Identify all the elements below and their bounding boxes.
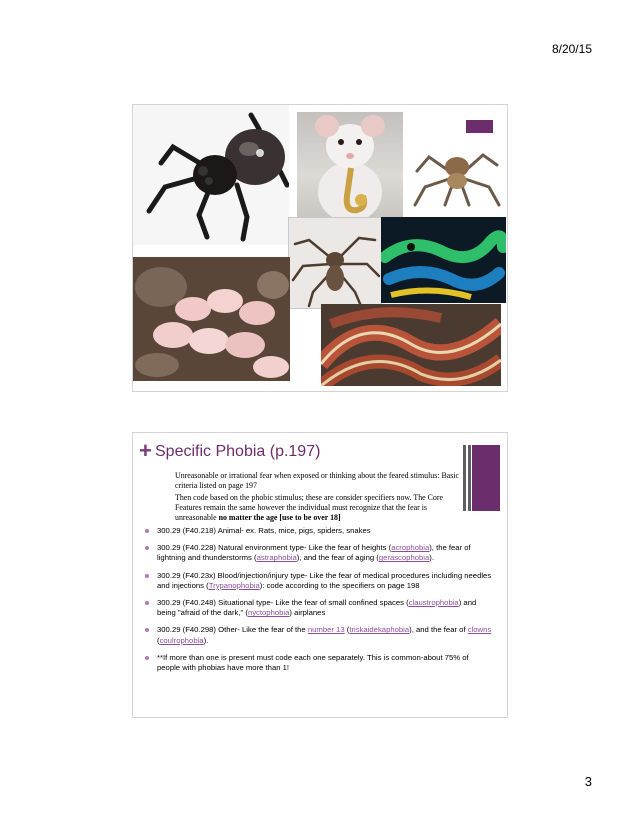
list-item xyxy=(143,598,493,618)
list-item xyxy=(143,625,493,645)
acrophobia-link[interactable]: acrophobia xyxy=(391,543,430,553)
list-item-text: ). xyxy=(203,635,209,645)
gerascophobia-link[interactable]: gerascophobia xyxy=(378,553,430,563)
green-snake-photo xyxy=(381,217,506,303)
intro-text-plain: Then code based on the phobic stimulus; these are consider specifiers now. The Core Features remain the same however the individual must recognize that the fear is unreasonable xyxy=(175,493,443,522)
clowns-link[interactable]: clowns xyxy=(467,625,492,635)
side-bar-thin xyxy=(468,445,471,511)
intro-paragraph xyxy=(175,493,463,523)
garter-snakes-photo xyxy=(321,304,501,386)
list-item-text: ( xyxy=(157,635,160,645)
coulrophobia-link[interactable]: coulrophobia xyxy=(159,635,204,645)
list-item-text: 300.29 (F40.298) Other- Like the fear of the xyxy=(157,625,308,635)
side-bar-thin xyxy=(463,445,466,511)
bullet-icon xyxy=(145,546,149,550)
bullet-icon xyxy=(145,529,149,533)
slide-photo-collage xyxy=(132,104,508,392)
bullet-icon xyxy=(145,601,149,605)
number-13-link[interactable]: number 13 xyxy=(307,625,345,635)
page-number: 3 xyxy=(584,774,592,789)
list-item-text: 300.29 (F40.228) Natural environment type- Like the fear of heights ( xyxy=(157,543,392,553)
rat-saxophone-photo xyxy=(297,112,403,218)
list-item xyxy=(143,543,493,563)
page-date: 8/20/15 xyxy=(551,42,592,56)
list-item-text: ), and the fear of xyxy=(409,625,468,635)
list-item-text: ), and the fear of aging ( xyxy=(296,553,379,563)
list-item-text: **If more than one is present must code each one separately. This is common-about 75% of people with phobias have more than 1! xyxy=(157,652,469,673)
nyctophobia-link[interactable]: nyctophobia xyxy=(247,608,290,618)
list-item xyxy=(143,571,493,591)
bullet-icon xyxy=(145,574,149,578)
list-item-text: ): code according to the specifiers on page 198 xyxy=(259,580,420,590)
list-item-text: ). xyxy=(429,553,434,563)
plus-icon: + xyxy=(139,438,152,463)
bullet-icon xyxy=(145,628,149,632)
list-item-text: 300.29 (F40.23x) Blood/injection/injury type- Like the fear of medical procedures including needles and injections ( xyxy=(157,570,492,590)
bullet-icon xyxy=(145,656,149,660)
list-item-text: 300.29 (F40.248) Situational type- Like the fear of small confined spaces ( xyxy=(157,598,409,608)
intro-text-bold: no matter the age [use to be over 18] xyxy=(218,513,341,522)
intro-text xyxy=(175,471,463,525)
claustrophobia-link[interactable]: claustrophobia xyxy=(408,598,459,608)
baby-mice-photo xyxy=(133,257,290,381)
list-item xyxy=(143,526,493,536)
crab-spider-photo xyxy=(409,135,505,215)
astraphobia-link[interactable]: astraphobia xyxy=(256,553,297,563)
side-accent-block xyxy=(472,445,500,511)
trypanophobia-link[interactable]: Trypanophobia xyxy=(208,580,260,590)
list-item-text: ( xyxy=(344,625,350,635)
list-item-text: ) and being "afraid of the dark," ( xyxy=(157,598,477,618)
phobia-types-list xyxy=(143,526,493,680)
list-item-text: 300.29 (F40.218) Animal- ex. Rats, mice, pigs, spiders, snakes xyxy=(157,526,371,535)
triskaidekaphobia-link[interactable]: triskaidekaphobia xyxy=(349,625,410,635)
list-item-text: ) airplanes xyxy=(289,608,326,618)
jumping-spider-photo xyxy=(133,105,289,245)
slide-title: Specific Phobia (p.197) xyxy=(155,443,321,460)
list-item xyxy=(143,653,493,673)
intro-paragraph: Unreasonable or irrational fear when exposed or thinking about the feared stimulus: Basic criteria listed on page 197 xyxy=(175,471,459,490)
wolf-spider-photo xyxy=(288,217,382,309)
slide-specific-phobia xyxy=(132,432,508,718)
accent-square xyxy=(466,120,493,133)
list-item-text: ), the fear of lightning and thunderstorms ( xyxy=(157,543,471,563)
